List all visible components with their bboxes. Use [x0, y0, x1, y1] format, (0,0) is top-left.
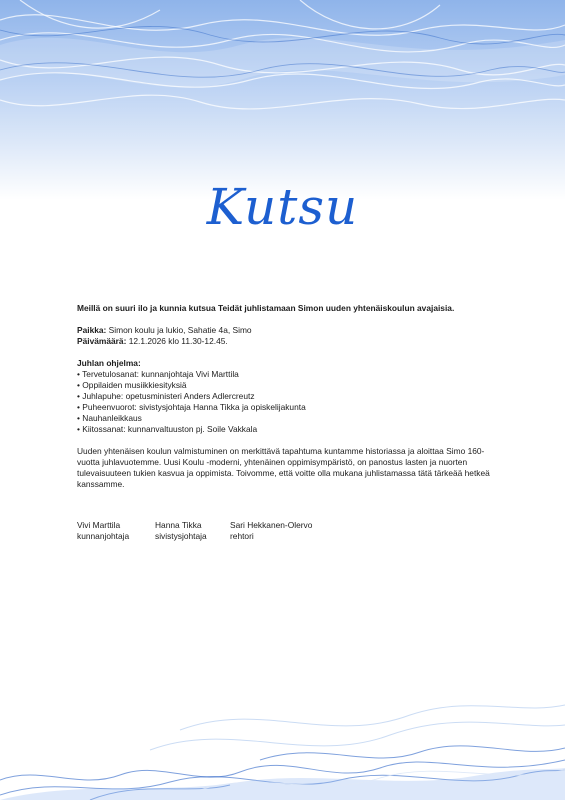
invitation-title: Kutsu [206, 178, 359, 236]
place-line [77, 325, 497, 336]
date-line [77, 336, 497, 347]
program-item: • Nauhanleikkaus [77, 413, 497, 424]
program-item: • Tervetulosanat: kunnanjohtaja Vivi Marttila [77, 369, 497, 380]
top-wave-decoration [0, 0, 565, 160]
invitation-content [77, 303, 497, 490]
program-item: • Kiitossanat: kunnanvaltuuston pj. Soile Vakkala [77, 424, 497, 435]
signature-role: rehtori [230, 531, 254, 541]
signature-name: Vivi Marttila [77, 520, 121, 530]
signature-role: sivistysjohtaja [155, 531, 207, 541]
program-heading: Juhlan ohjelma: [77, 358, 141, 368]
program-item: • Juhlapuhe: opetusministeri Anders Adlercreutz [77, 391, 497, 402]
signature-tikka [155, 520, 207, 542]
signature-role: kunnanjohtaja [77, 531, 130, 541]
program-list [77, 369, 497, 435]
program-item: • Puheenvuorot: sivistysjohtaja Hanna Tikka ja opiskelijakunta [77, 402, 497, 413]
body-paragraph: Uuden yhtenäisen koulun valmistuminen on merkittävä tapahtuma kuntamme historiassa ja aloittaa Simo 160-vuotta juhlavuotemme. Uusi Koulu -moderni, yhtenäinen oppimisympäristö, on panostus lasten ja nuorten tulevaisuuteen tukien kasvua ja oppimista. Toivomme, että voitte olla mukana juhlistamassa tätä tärkeää hetkeä kanssamme. [77, 446, 490, 489]
bottom-wave-decoration [0, 670, 565, 800]
event-details [77, 325, 497, 347]
signature-name: Sari Hekkanen-Olervo [230, 520, 313, 530]
intro-text: Meillä on suuri ilo ja kunnia kutsua Teidät juhlistamaan Simon uuden yhtenäiskoulun avajaisia. [77, 303, 455, 313]
program-section [77, 358, 497, 435]
date-value: 12.1.2026 klo 11.30-12.45. [128, 336, 228, 346]
signature-marttila [77, 520, 129, 542]
date-label: Päivämäärä: [77, 336, 127, 346]
program-item: • Oppilaiden musiikkiesityksiä [77, 380, 497, 391]
place-value: Simon koulu ja lukio, Sahatie 4a, Simo [108, 325, 252, 335]
signature-name: Hanna Tikka [155, 520, 202, 530]
place-label: Paikka: [77, 325, 107, 335]
signature-hekkanen-olervo [230, 520, 312, 542]
